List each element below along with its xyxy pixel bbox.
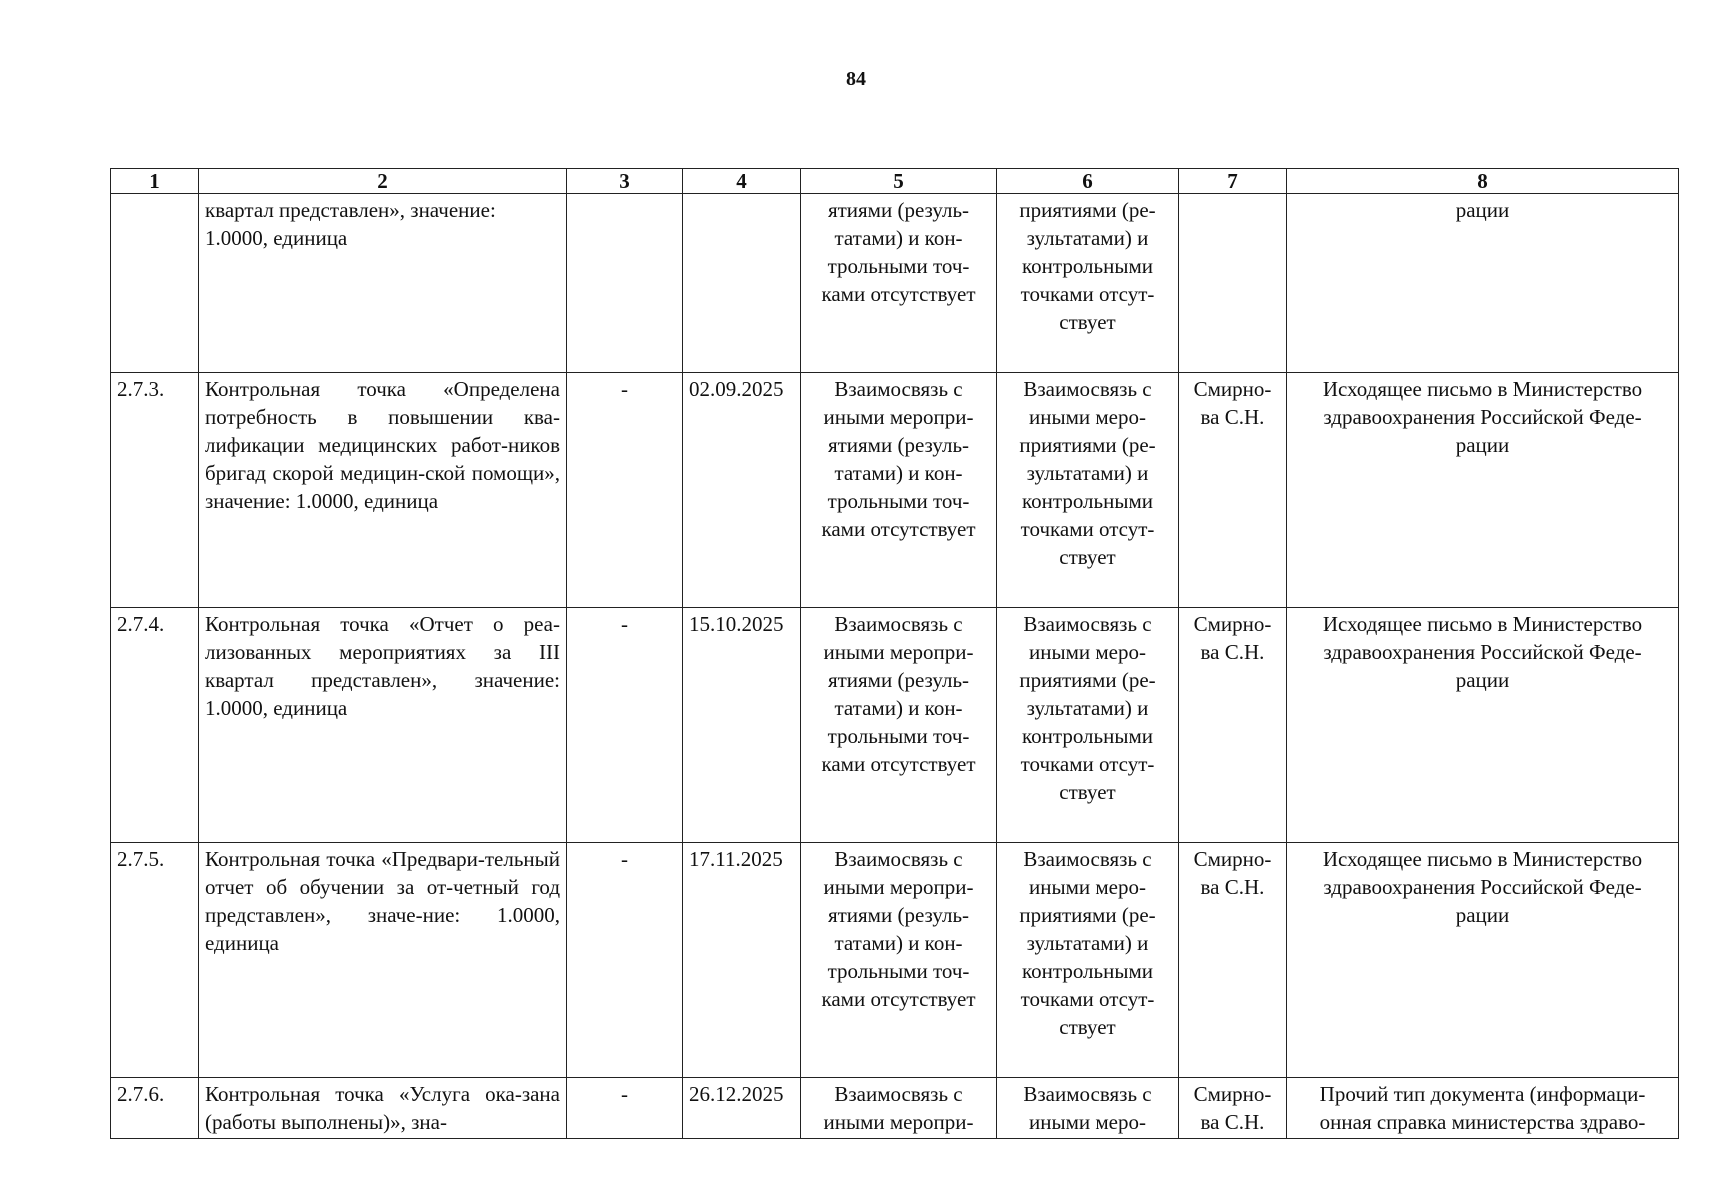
confirming-document: Прочий тип документа (информаци- онная справка министерства здраво- [1287,1078,1679,1139]
column-header: 2 [199,169,567,194]
relation-control-points: Взаимосвязь с иными меро- приятиями (ре- зультатами) и контрольными точками отсут- ствует [997,608,1179,843]
control-point-description: Контрольная точка «Предвари-тельный отчет об обучении за от-четный год представлен», значе-ние: 1.0000, единица [199,843,567,1078]
table-row [111,1078,1679,1139]
due-date: 17.11.2025 [683,843,801,1078]
control-point-description: Контрольная точка «Определена потребность в повышении ква-лификации медицинских работ-ников бригад скорой медицин-ской помощи», значение: 1.0000, единица [199,373,567,608]
control-point-description: Контрольная точка «Услуга ока-зана (работы выполнены)», зна- [199,1078,567,1139]
due-date: 26.12.2025 [683,1078,801,1139]
relation-control-points: Взаимосвязь с иными меро- приятиями (ре- зультатами) и контрольными точками отсут- ствует [997,843,1179,1078]
due-date: 15.10.2025 [683,608,801,843]
relation-results: Взаимосвязь с иными меропри- ятиями (резуль- татами) и кон- трольными точ- ками отсутствует [801,843,997,1078]
confirming-document: Исходящее письмо в Министерство здравоохранения Российской Феде- рации [1287,373,1679,608]
column-header: 8 [1287,169,1679,194]
responsible-person: Смирно- ва С.Н. [1179,1078,1287,1139]
relation-control-points: Взаимосвязь с иными меро- [997,1078,1179,1139]
control-point-description: Контрольная точка «Отчет о реа-лизованных мероприятиях за III квартал представлен», значение: 1.0000, единица [199,608,567,843]
due-date: 02.09.2025 [683,373,801,608]
column-3-value: - [567,373,683,608]
row-number: 2.7.3. [111,373,199,608]
confirming-document: рации [1287,194,1679,373]
relation-control-points: Взаимосвязь с иными меро- приятиями (ре- зультатами) и контрольными точками отсут- ствует [997,373,1179,608]
responsible-person [1179,194,1287,373]
column-3-value: - [567,608,683,843]
responsible-person: Смирно- ва С.Н. [1179,608,1287,843]
row-number: 2.7.6. [111,1078,199,1139]
column-header: 4 [683,169,801,194]
column-header: 5 [801,169,997,194]
responsible-person: Смирно- ва С.Н. [1179,373,1287,608]
column-header: 1 [111,169,199,194]
relation-results: Взаимосвязь с иными меропри- [801,1078,997,1139]
confirming-document: Исходящее письмо в Министерство здравоохранения Российской Феде- рации [1287,608,1679,843]
due-date [683,194,801,373]
column-3-value: - [567,843,683,1078]
column-header: 3 [567,169,683,194]
relation-results: Взаимосвязь с иными меропри- ятиями (резуль- татами) и кон- трольными точ- ками отсутствует [801,608,997,843]
row-number: 2.7.5. [111,843,199,1078]
table-row [111,194,1679,373]
column-header: 6 [997,169,1179,194]
table-row [111,608,1679,843]
plan-table [110,168,1679,1139]
column-3-value [567,194,683,373]
row-number [111,194,199,373]
column-3-value: - [567,1078,683,1139]
row-number: 2.7.4. [111,608,199,843]
table-row [111,373,1679,608]
confirming-document: Исходящее письмо в Министерство здравоохранения Российской Феде- рации [1287,843,1679,1078]
column-header: 7 [1179,169,1287,194]
control-point-description: квартал представлен», значение: 1.0000, единица [199,194,567,373]
relation-results: Взаимосвязь с иными меропри- ятиями (резуль- татами) и кон- трольными точ- ками отсутствует [801,373,997,608]
relation-results: ятиями (резуль- татами) и кон- трольными точ- ками отсутствует [801,194,997,373]
page-number: 84 [846,68,866,90]
relation-control-points: приятиями (ре- зультатами) и контрольными точками отсут- ствует [997,194,1179,373]
header-row [111,169,1679,194]
table-row [111,843,1679,1078]
responsible-person: Смирно- ва С.Н. [1179,843,1287,1078]
